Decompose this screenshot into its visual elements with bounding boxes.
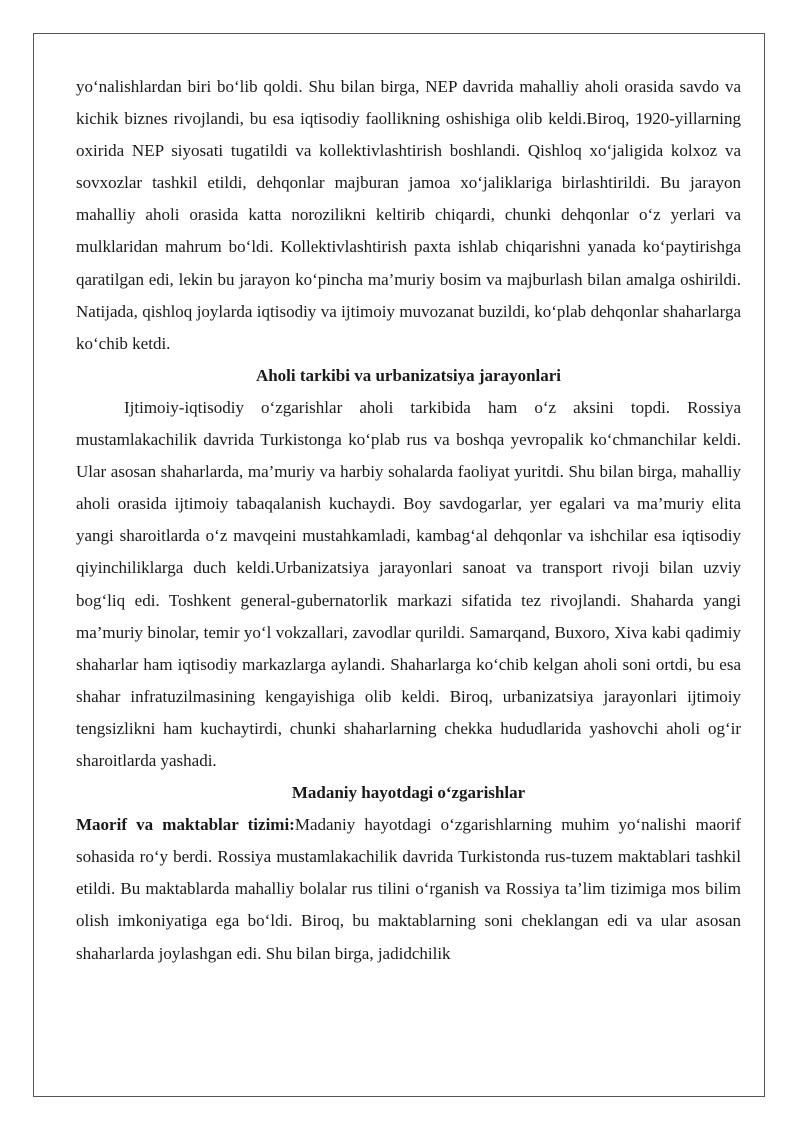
section-heading: Aholi tarkibi va urbanizatsiya jarayonlari [255,365,562,385]
document-body [76,71,741,970]
paragraph: Ijtimoiy-iqtisodiy o‘zgarishlar aholi tarkibida ham o‘z aksini topdi. Rossiya mustamlakachilik davrida Turkistonga ko‘plab rus va boshqa yevropalik ko‘chmanchilar keldi. Ular asosan shaharlarda, ma’muriy va harbiy sohalarda faoliyat yuritdi. Shu bilan birga, mahalliy aholi orasida ijtimoiy tabaqalanish kuchaydi. Boy savdogarlar, yer egalari va ma’muriy elita yangi sharoitlarda o‘z mavqeini mustahkamladi, kambag‘al dehqonlar va ishchilar esa iqtisodiy qiyinchiliklarga duch keldi.Urbanizatsiya jarayonlari sanoat va transport rivoji bilan uzviy bog‘liq edi. Toshkent general-gubernatorlik markazi sifatida tez rivojlandi. Shaharda yangi ma’muriy binolar, temir yo‘l vokzallari, zavodlar qurildi. Samarqand, Buxoro, Xiva kabi qadimiy shaharlar ham iqtisodiy markazlarga aylandi. Shaharlarga ko‘chib kelgan aholi soni ortdi, bu esa shahar infratuzilmasining kengayishiga olib keldi. Biroq, urbanizatsiya jarayonlari ijtimoiy tengsizlikni ham kuchaytirdi, chunki shaharlarning chekka hududlarida yashovchi aholi og‘ir sharoitlarda yashadi. [76,397,741,770]
paragraph: yo‘nalishlardan biri bo‘lib qoldi. Shu bilan birga, NEP davrida mahalliy aholi orasida savdo va kichik biznes rivojlandi, bu esa iqtisodiy faollikning oshishiga olib keldi.Biroq, 1920-yillarning oxirida NEP siyosati tugatildi va kollektivlashtirish boshlandi. Qishloq xo‘jaligida kolxoz va sovxozlar tashkil etildi, dehqonlar majburan jamoa xo‘jaliklariga birlashtirildi. Bu jarayon mahalliy aholi orasida katta norozilikni keltirib chiqardi, chunki dehqonlar o‘z yerlari va mulklaridan mahrum bo‘ldi. Kollektivlashtirish paxta ishlab chiqarishni yanada ko‘paytirishga qaratilgan edi, lekin bu jarayon ko‘pincha ma’muriy bosim va majburlash bilan amalga oshirildi. Natijada, qishloq joylarda iqtisodiy va ijtimoiy muvozanat buzildi, ko‘plab dehqonlar shaharlarga ko‘chib ketdi. [76,77,741,353]
paragraph-lead-label: Maorif va maktablar tizimi: [76,815,295,835]
section-heading: Madaniy hayotdagi o‘zgarishlar [291,783,526,803]
paragraph-text: Madaniy hayotdagi o‘zgarishlarning muhim yo‘nalishi maorif sohasida ro‘y berdi. Rossiya mustamlakachilik davrida Turkistonda rus-tuzem maktablari tashkil etildi. Bu maktablarda mahalliy bolalar rus tilini o‘rganish va Rossiya ta’lim tizimiga mos bilim olish imkoniyatiga ega bo‘ldi. Biroq, bu maktablarning soni cheklangan edi va ular asosan shaharlarda joylashgan edi. Shu bilan birga, jadidchilik [76,815,741,963]
paragraph [76,809,741,969]
